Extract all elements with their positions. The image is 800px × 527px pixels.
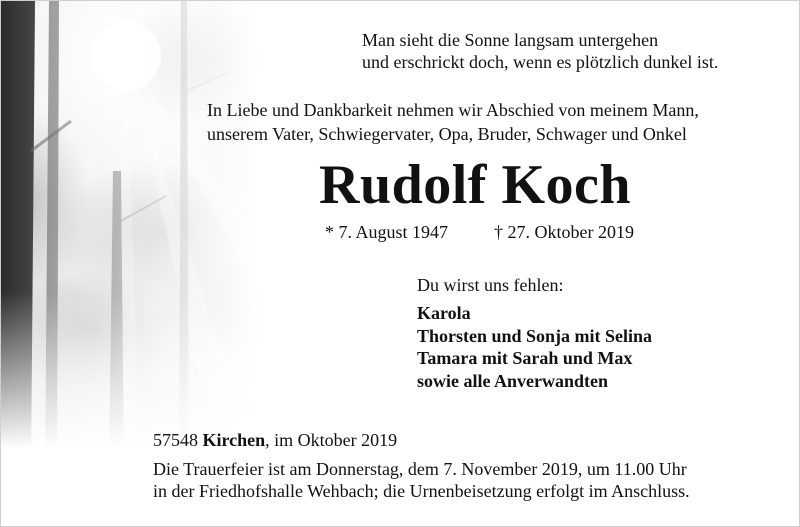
deceased-name: Rudolf Koch [319,154,631,216]
mourner-name: sowie alle Anverwandten [417,370,608,391]
place-and-date [153,428,397,452]
funeral-service-info [153,459,690,502]
service-line-2: in der Friedhofshalle Wehbach; die Urnenbeisetzung erfolgt im Anschluss. [153,480,690,501]
mourner-name: Tamara mit Sarah und Max [417,348,633,368]
death-date: † 27. Oktober 2019 [494,222,634,242]
mourner-name: Karola [417,303,471,323]
poem-line-2: und erschrickt doch, wenn es plötzlich dunkel ist. [362,52,719,72]
forest-sunlight-image [1,1,800,527]
intro-line-1: In Liebe und Dankbarkeit nehmen wir Abschied von meinem Mann, [207,100,699,120]
birth-date: * 7. August 1947 [325,222,449,242]
poem-verse [362,29,718,73]
farewell-intro [207,98,699,146]
intro-line-2: unserem Vater, Schwiegervater, Opa, Bruder, Schwager und Onkel [207,124,687,144]
notice-date: , im Oktober 2019 [265,430,398,450]
mourners-list [417,302,652,392]
poem-line-1: Man sieht die Sonne langsam untergehen [362,30,659,50]
mourner-name: Thorsten und Sonja mit Selina [417,325,653,346]
mourners-heading: Du wirst uns fehlen: [417,275,564,295]
service-line-1: Die Trauerfeier ist am Donnerstag, dem 7. November 2019, um 11.00 Uhr [153,459,687,479]
city: Kirchen [202,430,266,450]
postcode: 57548 [153,430,198,450]
